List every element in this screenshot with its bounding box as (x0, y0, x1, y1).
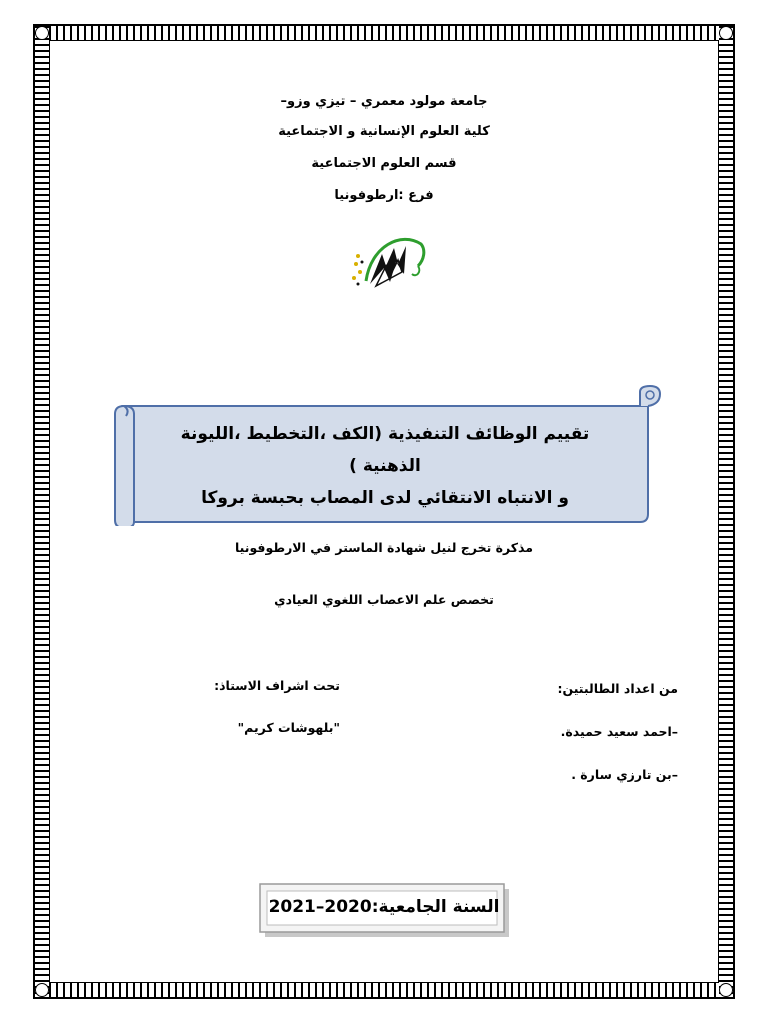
faculty-name: كلية العلوم الإنسانية و الاجتماعية (278, 124, 490, 139)
supervisor-label: تحت اشراف الاستاذ: (214, 678, 340, 693)
border-pattern-bottom (35, 983, 733, 997)
corner-ornament-icon (719, 26, 733, 40)
thesis-title-line-1: تقييم الوظائف التنفيذية (الكف ،التخطيط ،الليونة الذهنية ) (180, 424, 590, 476)
thesis-title (150, 418, 620, 514)
supervisor-name: "بلهوشات كريم" (237, 720, 340, 735)
degree-statement: مذكرة تخرج لنيل شهادة الماستر في الارطوفونيا (234, 540, 534, 555)
university-logo-icon (346, 226, 432, 296)
corner-ornament-icon (719, 983, 733, 997)
border-pattern-left (35, 26, 49, 997)
border-pattern-top (35, 26, 733, 40)
corner-ornament-icon (35, 983, 49, 997)
department-name: قسم العلوم الاجتماعية (311, 156, 457, 171)
students-label: من اعداد الطالبتين: (557, 681, 678, 696)
branch-name: فرع :ارطوفونيا (334, 188, 434, 203)
student-name-1: –احمد سعيد حميدة. (560, 724, 678, 739)
student-name-2: –بن تارزي سارة . (571, 767, 678, 782)
corner-ornament-icon (35, 26, 49, 40)
thesis-title-line-2: و الانتباه الانتقائي لدى المصاب بحبسة بروكا (201, 488, 569, 508)
university-name: جامعة مولود معمري – تيزي وزو– (280, 94, 488, 109)
academic-year: السنة الجامعية:2020–2021 (268, 897, 500, 917)
border-pattern-right (719, 26, 733, 997)
specialty: تخصص علم الاعصاب اللغوي العيادي (274, 592, 494, 607)
